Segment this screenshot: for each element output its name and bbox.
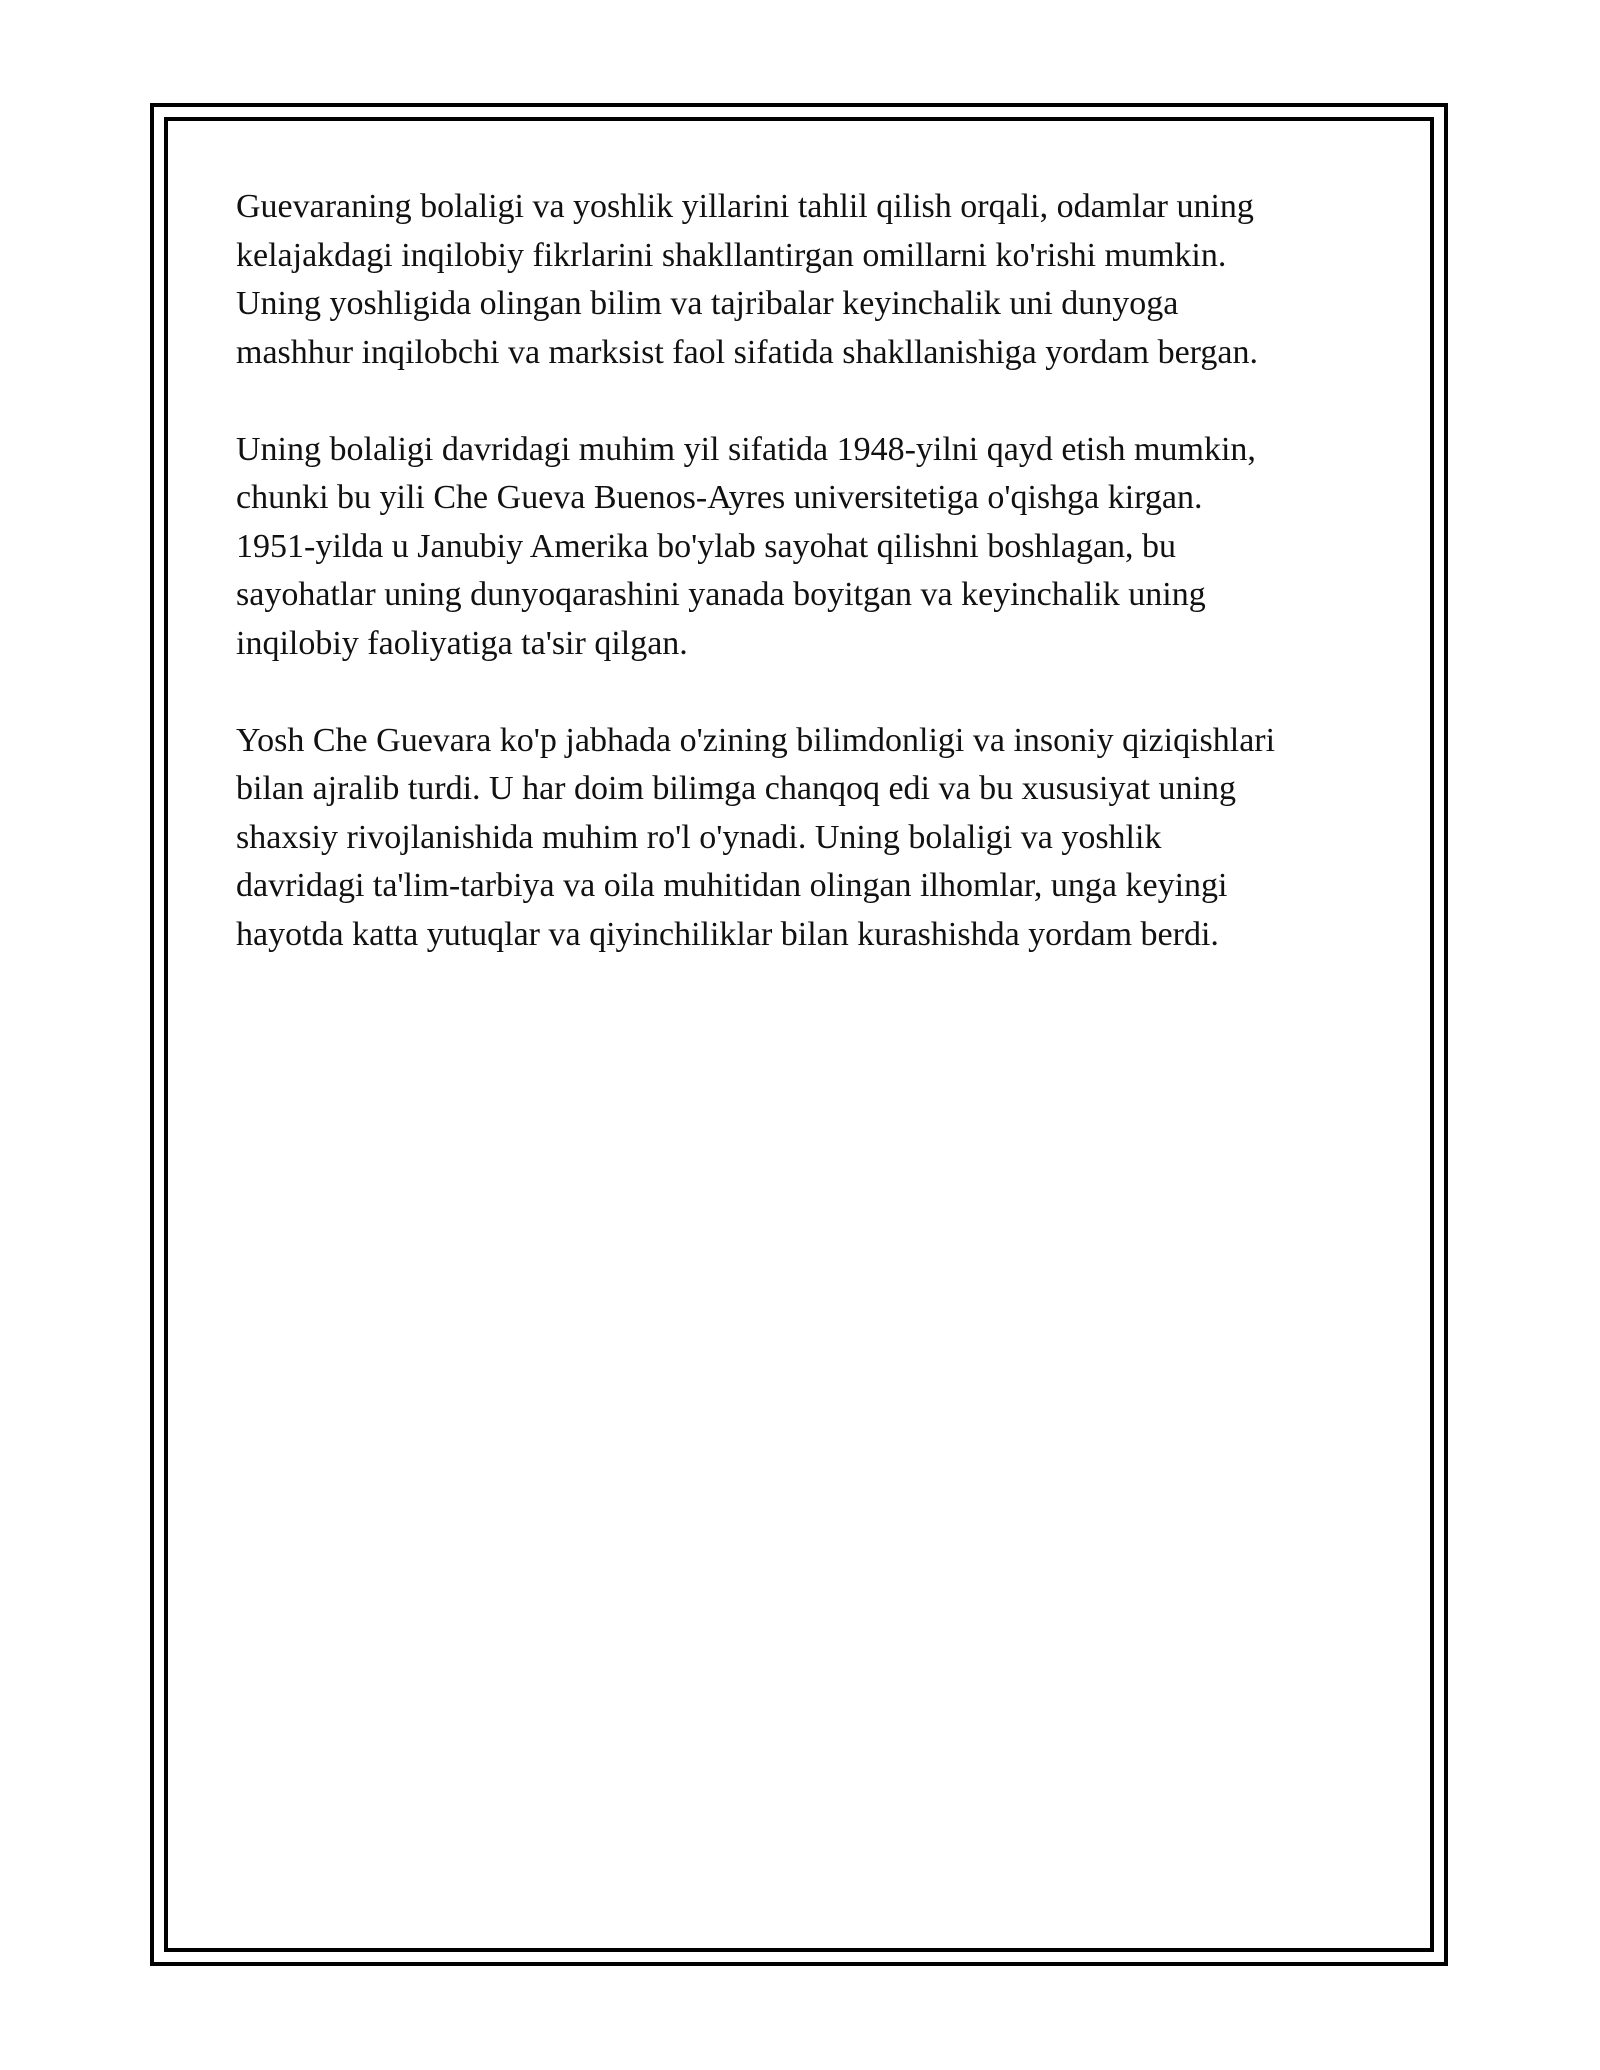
paragraph-1: Guevaraning bolaligi va yoshlik yillarini tahlil qilish orqali, odamlar uning kelajakdagi inqilobiy fikrlarini shakllantirgan omillarni ko'rishi mumkin. Uning yoshligida olingan bilim va tajribalar keyinchalik uni dunyoga mashhur inqilobchi va marksist faol sifatida shakllanishiga yordam bergan. (236, 188, 1258, 371)
paragraph-3: Yosh Che Guevara ko'p jabhada o'zining bilimdonligi va insoniy qiziqishlari bilan ajralib turdi. U har doim bilimga chanqoq edi va bu xususiyat uning shaxsiy rivojlanishida muhim ro'l o'ynadi. Uning bolaligi va yoshlik davridagi ta'lim-tarbiya va oila muhitidan olingan ilhomlar, unga keyingi hayotda katta yutuqlar va qiyinchiliklar bilan kurashishda yordam berdi. (236, 721, 1276, 953)
document-body (236, 183, 1386, 1008)
paragraph-2: Uning bolaligi davridagi muhim yil sifatida 1948-yilni qayd etish mumkin, chunki bu yili Che Gueva Buenos-Ayres universitetiga o'qishga kirgan. 1951-yilda u Janubiy Amerika bo'ylab sayohat qilishni boshlagan, bu sayohatlar uning dunyoqarashini yanada boyitgan va keyinchalik uning inqilobiy faoliyatiga ta'sir qilgan. (236, 430, 1256, 662)
